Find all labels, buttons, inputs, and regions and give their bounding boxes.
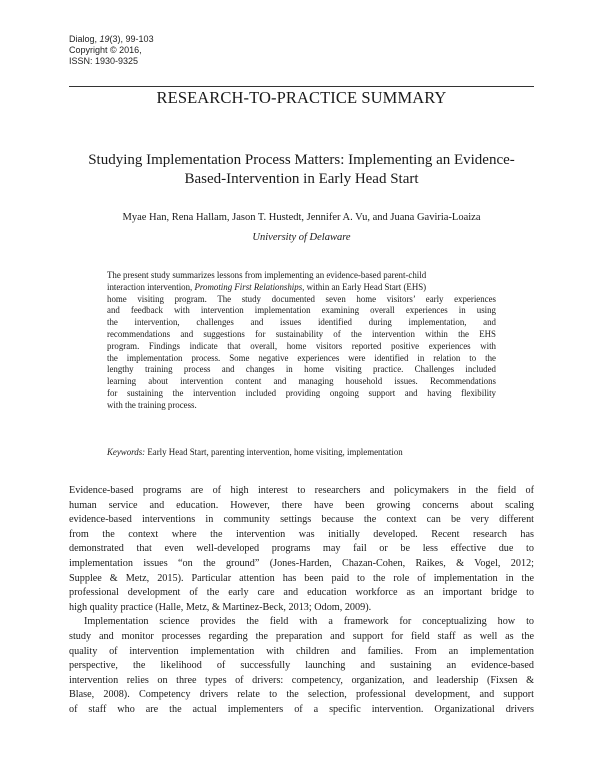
abstract-line: for sustaining the intervention included providing ongoing support and having flexibility bbox=[107, 387, 496, 398]
body-line: implementation issues “on the ground” (Jones-Harden, Chazan-Cohen, Raikes, & Vogel, 2012; bbox=[69, 557, 534, 569]
journal-issn: ISSN: 1930-9325 bbox=[69, 56, 139, 66]
abstract-line: lengthy training process and changes in home visiting practice. Challenges included bbox=[107, 364, 496, 375]
abstract-line: the intervention, challenges and issues identified during implementation, and bbox=[107, 317, 496, 328]
keywords bbox=[107, 447, 403, 457]
paper-title-line: Studying Implementation Process Matters: Implementing an Evidence- bbox=[88, 152, 515, 168]
abstract-line: home visiting program. The study documented seven home visitors’ early experiences bbox=[107, 293, 496, 304]
abstract bbox=[107, 270, 496, 412]
abstract-text: interaction intervention, bbox=[107, 281, 195, 292]
abstract-line: and feedback with intervention implementation examining overall experiences in using bbox=[107, 305, 496, 316]
body-line: study and monitor processes regarding the preparation and support for field staff as well as the bbox=[69, 630, 534, 642]
body-line: Implementation science provides the field with a framework for conceptualizing how to bbox=[84, 616, 534, 628]
section-title: RESEARCH-TO-PRACTICE SUMMARY bbox=[156, 88, 447, 107]
abstract-line bbox=[107, 282, 496, 294]
keywords-text: Early Head Start, parenting intervention, home visiting, implementation bbox=[145, 447, 403, 457]
abstract-line: program. Findings indicate that overall, home visitors reported positive experiences with bbox=[107, 340, 496, 351]
body-text bbox=[69, 484, 534, 718]
body-line: Supplee & Metz, 2015). Particular attention has been paid to the role of implementation in the bbox=[69, 572, 534, 584]
abstract-line: with the training process. bbox=[107, 399, 197, 410]
intervention-name: Promoting First Relationships, bbox=[194, 281, 305, 292]
body-line: human service and education. However, there have been growing concerns about scaling bbox=[69, 499, 534, 511]
body-line: professional development of the early care and education workforce as an important bridge to bbox=[69, 587, 534, 599]
abstract-line: The present study summarizes lessons from implementing an evidence-based parent-child bbox=[107, 270, 427, 280]
abstract-text: within an Early Head Start (EHS) bbox=[304, 281, 427, 292]
body-line: from the context where the intervention was initially developed. Recent research has bbox=[69, 528, 534, 540]
journal-citation bbox=[69, 34, 154, 67]
paper-title bbox=[69, 151, 534, 189]
affiliation: University of Delaware bbox=[252, 232, 351, 243]
header-rule bbox=[69, 86, 534, 87]
body-line: demonstrated that even well-developed programs may fail or be less effective due to bbox=[69, 543, 534, 555]
abstract-line: recommendations and suggestions for sustainability of the intervention within the EHS bbox=[107, 328, 496, 339]
keywords-label: Keywords: bbox=[107, 447, 146, 457]
journal-issue-pages: (3), 99-103 bbox=[109, 34, 154, 44]
abstract-line: the implementation process. Some negative experiences were identified in relation to the bbox=[107, 352, 496, 363]
journal-name: Dialog, bbox=[69, 34, 98, 44]
body-line: Blase, 2008). Competency drivers relate to the selection, professional development, and support bbox=[69, 689, 534, 701]
body-line: perspective, the likelihood of successfully launching and sustaining an evidence-based bbox=[69, 660, 534, 672]
body-line: evidence-based interventions in community settings because the context can be very different bbox=[69, 514, 534, 526]
abstract-line: learning about intervention content and managing household issues. Recommendations bbox=[107, 376, 496, 387]
journal-volume: 19 bbox=[99, 34, 110, 44]
body-line: quality of intervention implementation with children and families. From an implementation bbox=[69, 645, 534, 657]
paper-title-line: Based-Intervention in Early Head Start bbox=[184, 171, 419, 187]
author-list: Myae Han, Rena Hallam, Jason T. Hustedt, Jennifer A. Vu, and Juana Gaviria-Loaiza bbox=[122, 212, 481, 223]
body-line: of staff who are the actual implementers of a specific intervention. Organizational drivers bbox=[69, 703, 534, 715]
body-line: intervention relies on three types of drivers: competency, organization, and leadership (Fixsen & bbox=[69, 674, 534, 686]
journal-copyright: Copyright © 2016, bbox=[69, 45, 142, 55]
body-line: high quality practice (Halle, Metz, & Martinez-Beck, 2013; Odom, 2009). bbox=[69, 601, 372, 613]
body-line: Evidence-based programs are of high interest to researchers and policymakers in the field of bbox=[69, 485, 534, 496]
journal-issue-line bbox=[69, 34, 154, 45]
